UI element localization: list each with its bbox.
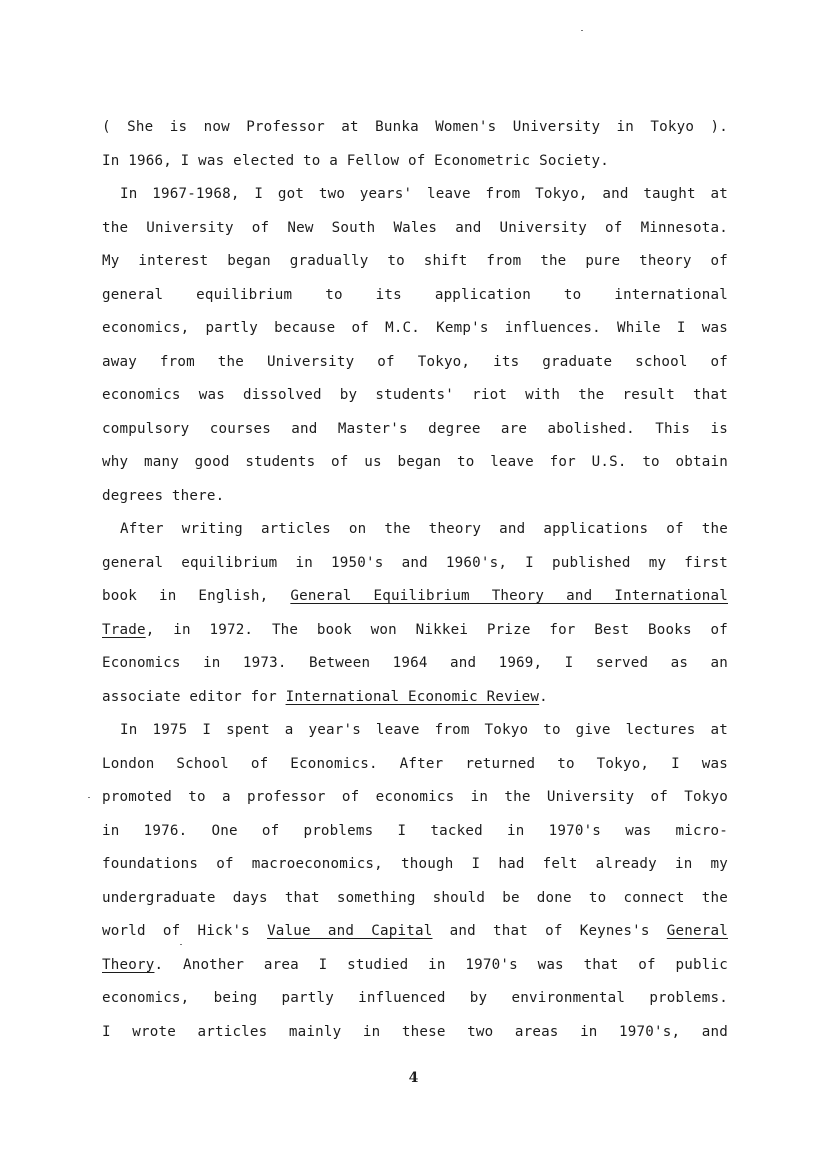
text-segment: , in 1972. The book won Nikkei Prize for Best Books of xyxy=(145,621,728,638)
page-number: 4 xyxy=(408,1070,419,1086)
text-line xyxy=(102,683,728,717)
underlined-title: International Economic Review xyxy=(285,688,540,705)
underlined-title: Value and Capital xyxy=(267,923,433,939)
text-line: why many good students of us began to leave for U.S. to obtain xyxy=(102,454,728,470)
text-line: degrees there. xyxy=(102,487,225,504)
text-line: the University of New South Wales and University of Minnesota. xyxy=(102,219,728,236)
text-line xyxy=(102,582,728,616)
text-line: In 1966, I was elected to a Fellow of Econometric Society. xyxy=(102,152,610,169)
text-line: In 1975 I spent a year's leave from Tokyo to give lectures at xyxy=(120,722,728,738)
text-line: economics was dissolved by students' riot with the result that xyxy=(102,387,728,403)
text-line: After writing articles on the theory and applications of the xyxy=(120,521,728,537)
text-segment: associate editor for xyxy=(102,688,286,705)
text-line: economics, partly because of M.C. Kemp's influences. While I was xyxy=(102,320,728,336)
underlined-title: Theory xyxy=(102,956,155,973)
text-line: undergraduate days that something should be done to connect the xyxy=(102,889,728,906)
scan-speck xyxy=(88,797,90,798)
text-line: London School of Economics. After returned to Tokyo, I was xyxy=(102,755,728,772)
text-segment: world of Hick's xyxy=(102,923,268,939)
text-line: away from the University of Tokyo, its graduate school of xyxy=(102,353,728,370)
text-line: general equilibrium to its application to international xyxy=(102,286,728,303)
text-line: in 1976. One of problems I tacked in 1970's was micro- xyxy=(102,822,728,839)
text-line: My interest began gradually to shift from the pure theory of xyxy=(102,253,728,269)
body-text xyxy=(102,113,728,1051)
text-line: economics, being partly influenced by environmental problems. xyxy=(102,990,728,1006)
text-line: general equilibrium in 1950's and 1960's, I published my first xyxy=(102,554,728,571)
underlined-title: General Equilibrium Theory and International xyxy=(290,588,728,604)
text-line: Economics in 1973. Between 1964 and 1969, I served as an xyxy=(102,655,728,671)
text-line xyxy=(102,951,728,985)
text-line xyxy=(102,917,728,951)
underlined-title: Trade xyxy=(102,621,146,638)
text-line: promoted to a professor of economics in the University of Tokyo xyxy=(102,789,728,805)
text-line: In 1967-1968, I got two years' leave from Tokyo, and taught at xyxy=(120,186,728,202)
scan-speck xyxy=(581,30,583,31)
text-line: ( She is now Professor at Bunka Women's University in Tokyo ). xyxy=(102,119,728,135)
text-segment: and that of Keynes's xyxy=(432,923,667,939)
text-segment: book in English, xyxy=(102,588,291,604)
text-segment: . xyxy=(539,688,548,705)
text-line: foundations of macroeconomics, though I had felt already in my xyxy=(102,856,728,872)
text-line: I wrote articles mainly in these two areas in 1970's, and xyxy=(102,1023,728,1040)
text-segment: . Another area I studied in 1970's was that of public xyxy=(154,956,728,973)
underlined-title: General xyxy=(666,923,728,939)
text-line xyxy=(102,616,728,650)
text-line: compulsory courses and Master's degree are abolished. This is xyxy=(102,420,728,437)
